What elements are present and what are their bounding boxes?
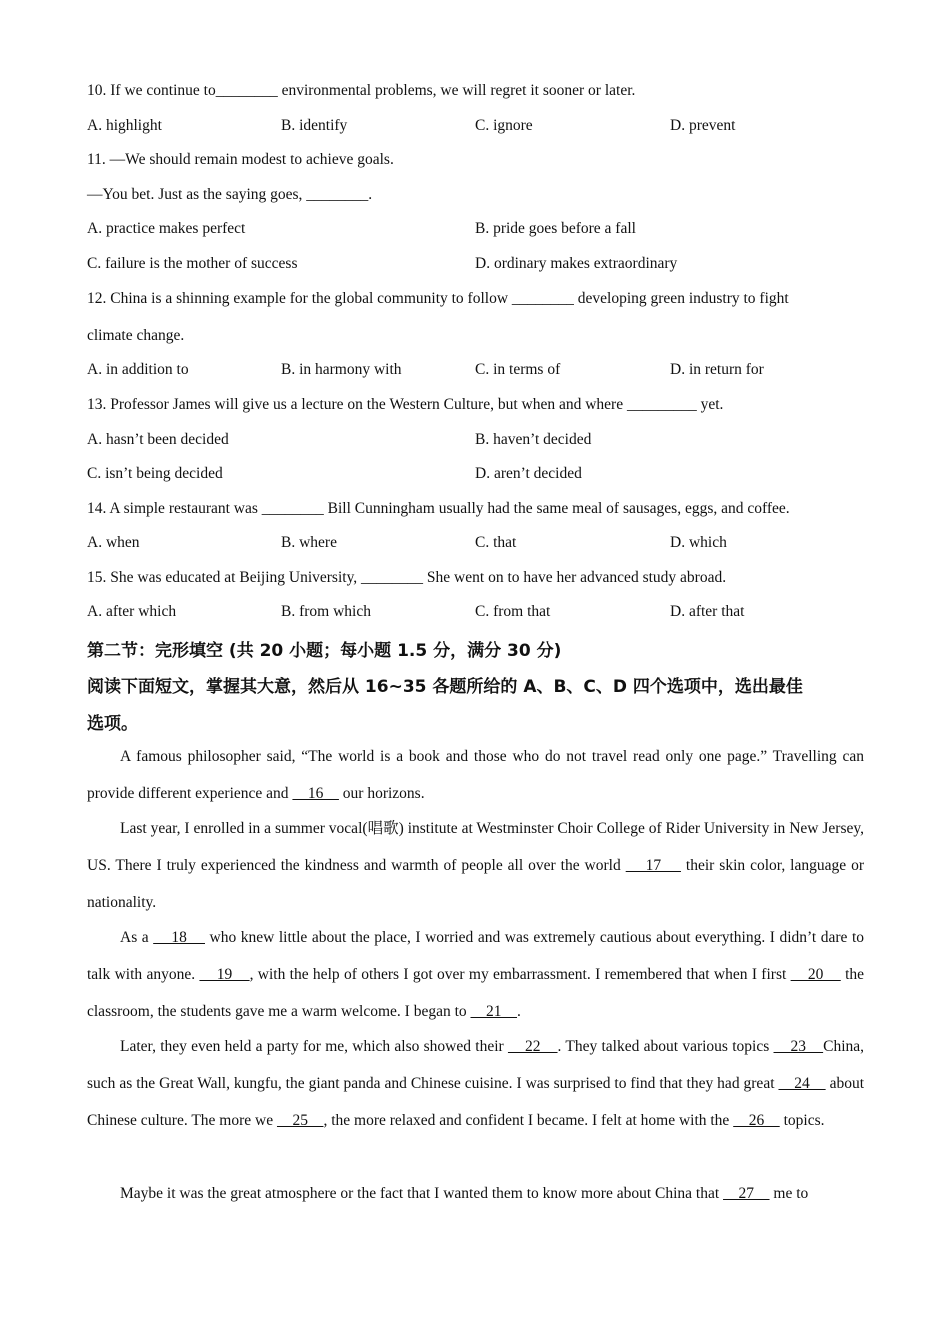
question-13-stem: 13. Professor James will give us a lecture on the Western Culture, but when and where _________ yet. — [87, 396, 724, 413]
question-12-stem-2: climate change. — [87, 327, 185, 344]
question-11-stem-2: —You bet. Just as the saying goes, ________. — [87, 186, 373, 203]
passage-paragraph-2: Last year, I enrolled in a summer vocal(唱歌) institute at Westminster Choir College of Rider University in New Jersey, US. There I truly experienced the kindness and warmth of people all over the world 17 their skin color, language or nationality. — [87, 820, 865, 911]
passage-paragraph-4: Later, they even held a party for me, which also showed their 22 . They talked about various topics 23 China, such as the Great Wall, kungfu, the giant panda and Chinese cuisine. I was surprised to find that they had great 24 about Chinese culture. The more we 25 , the more relaxed and confident I became. I felt at home with the 26 topics. — [87, 1038, 865, 1129]
option-15c: C. from that — [475, 603, 551, 620]
option-11a: A. practice makes perfect — [87, 220, 246, 237]
option-13b: B. haven’t decided — [475, 431, 592, 448]
blank-24: 24 — [778, 1075, 826, 1092]
blank-20: 20 — [790, 966, 841, 983]
blank-27: 27 — [723, 1185, 770, 1202]
passage-paragraph-3: As a 18 who knew little about the place, I worried and was extremely cautious about everything. I didn’t dare to talk with anyone. 19 , with the help of others I got over my embarrassment. I remembered that when I first 20 the classroom, the students gave me a warm welcome. I began to 21 . — [87, 929, 865, 1020]
blank-26: 26 — [733, 1112, 780, 1129]
option-10d: D. prevent — [670, 117, 736, 134]
blank-17: 17 — [625, 857, 681, 874]
option-11d: D. ordinary makes extraordinary — [475, 255, 678, 272]
option-12c: C. in terms of — [475, 361, 561, 378]
question-15-stem: 15. She was educated at Beijing University, ________ She went on to have her advanced study abroad. — [87, 569, 727, 586]
option-10a: A. highlight — [87, 117, 162, 134]
option-15b: B. from which — [281, 603, 371, 620]
option-14b: B. where — [281, 534, 337, 551]
blank-16: 16 — [292, 785, 339, 802]
question-12-stem: 12. China is a shinning example for the global community to follow ________ developing green industry to fight — [87, 290, 789, 307]
option-12a: A. in addition to — [87, 361, 189, 378]
question-14-stem: 14. A simple restaurant was ________ Bill Cunningham usually had the same meal of sausages, eggs, and coffee. — [87, 500, 790, 517]
option-11c: C. failure is the mother of success — [87, 255, 298, 272]
section-instruction-2: 选项。 — [87, 714, 138, 734]
option-14d: D. which — [670, 534, 727, 551]
option-14a: A. when — [87, 534, 140, 551]
section-heading: 第二节：完形填空 (共 20 小题；每小题 1.5 分，满分 30 分) — [87, 641, 562, 661]
option-13a: A. hasn’t been decided — [87, 431, 229, 448]
question-11-stem: 11. —We should remain modest to achieve goals. — [87, 151, 394, 168]
option-13d: D. aren’t decided — [475, 465, 582, 482]
option-13c: C. isn’t being decided — [87, 465, 223, 482]
blank-22: 22 — [507, 1038, 558, 1055]
blank-19: 19 — [199, 966, 250, 983]
option-14c: C. that — [475, 534, 517, 551]
blank-18: 18 — [153, 929, 205, 946]
question-10-stem: 10. If we continue to________ environmental problems, we will regret it sooner or later. — [87, 82, 636, 99]
option-10c: C. ignore — [475, 117, 533, 134]
section-instruction: 阅读下面短文，掌握其大意，然后从 16~35 各题所给的 A、B、C、D 四个选项中，选出最佳 — [87, 677, 803, 697]
option-10b: B. identify — [281, 117, 348, 134]
blank-21: 21 — [470, 1003, 518, 1020]
blank-25: 25 — [276, 1112, 324, 1129]
option-11b: B. pride goes before a fall — [475, 220, 636, 237]
passage-paragraph-1: A famous philosopher said, “The world is a book and those who do not travel read only one page.” Travelling can provide different experience and 16 our horizons. — [87, 748, 864, 802]
option-12d: D. in return for — [670, 361, 764, 378]
passage-paragraph-5: Maybe it was the great atmosphere or the fact that I wanted them to know more about China that 27 me to — [120, 1185, 809, 1202]
option-15d: D. after that — [670, 603, 745, 620]
option-15a: A. after which — [87, 603, 177, 620]
blank-23: 23 — [773, 1038, 824, 1055]
option-12b: B. in harmony with — [281, 361, 402, 378]
